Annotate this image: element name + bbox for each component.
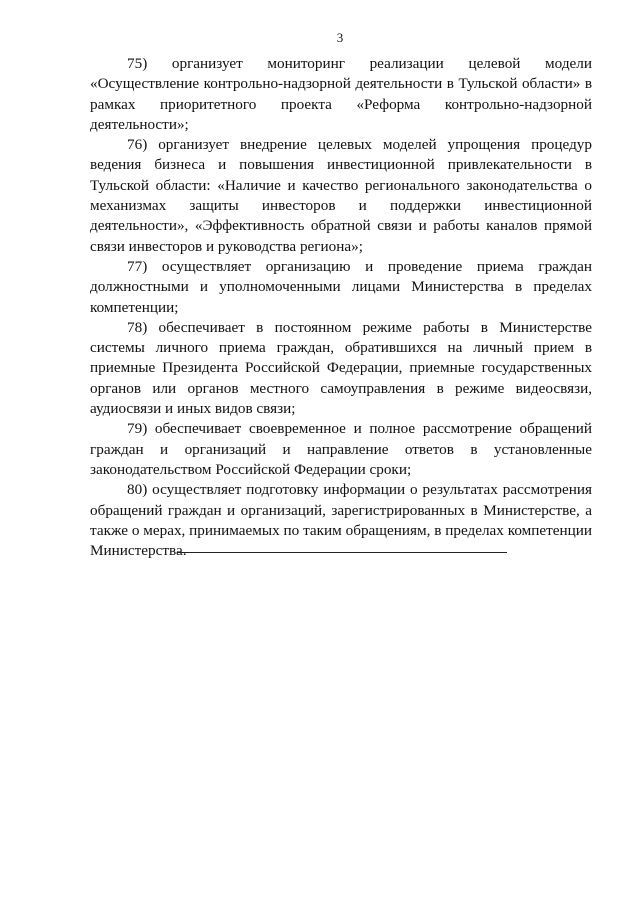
paragraph-item-75: 75) организует мониторинг реализации целевой модели «Осуществление контрольно-надзорной деятельности в Тульской области» в рамках приоритетного проекта «Реформа контрольно-надзорной деятельности»; — [90, 55, 592, 133]
paragraph-item-76: 76) организует внедрение целевых моделей упрощения процедур ведения бизнеса и повышения инвестиционной привлекательности в Тульской области: «Наличие и качество регионального законодательства о механизмах защиты инвесторов и поддержки инвестиционной деятельности», «Эффективность обратной связи и работы каналов прямой связи инвесторов и руководства региона»; — [90, 136, 592, 255]
end-divider-line — [177, 552, 507, 553]
document-body — [90, 54, 592, 561]
paragraph-item-78: 78) обеспечивает в постоянном режиме работы в Министерстве системы личного приема граждан, обратившихся на личный прием в приемные Президента Российской Федерации, приемные государственных органов или органов местного самоуправления в режиме видеосвязи, аудиосвязи и иных видов связи; — [90, 318, 592, 418]
paragraph-item-79: 79) обеспечивает своевременное и полное рассмотрение обращений граждан и организаций и направление ответов в установленные законодательством Российской Федерации сроки; — [90, 420, 592, 478]
paragraph-item-77: 77) осуществляет организацию и проведение приема граждан должностными и уполномоченными лицами Министерства в пределах компетенции; — [90, 257, 592, 316]
page-number: 3 — [336, 30, 344, 45]
paragraph-item-80: 80) осуществляет подготовку информации о результатах рассмотрения обращений граждан и организаций, зарегистрированных в Министерстве, а также о мерах, принимаемых по таким обращениям, в пределах компетенции Министерства. — [90, 481, 592, 560]
